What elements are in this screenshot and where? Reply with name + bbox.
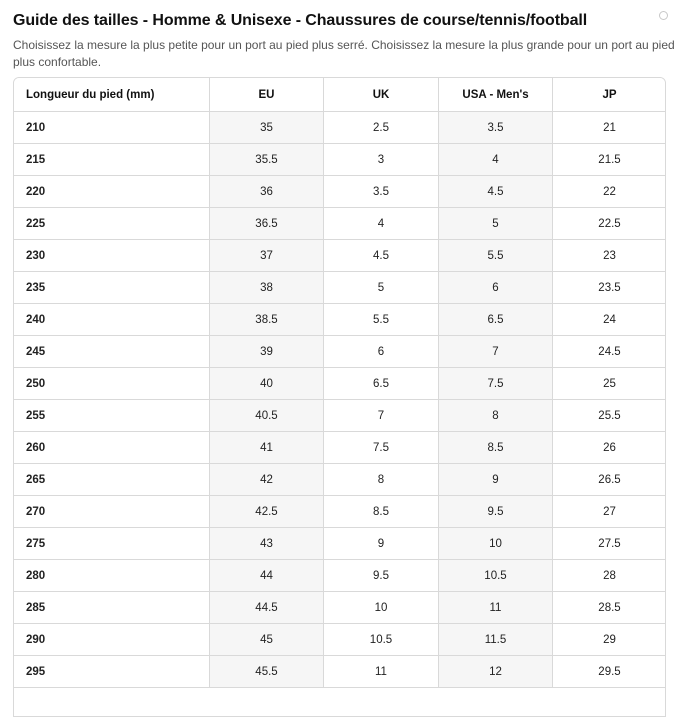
jp-cell: 22.5	[553, 208, 667, 240]
close-icon[interactable]	[659, 11, 668, 20]
usa-cell: 5	[439, 208, 553, 240]
usa-cell: 4.5	[439, 176, 553, 208]
usa-cell: 8	[439, 400, 553, 432]
uk-cell: 11	[324, 656, 439, 688]
eu-cell: 38.5	[210, 304, 324, 336]
header-uk: UK	[324, 78, 439, 112]
eu-cell: 43	[210, 528, 324, 560]
foot-length-cell: 225	[14, 208, 210, 240]
usa-cell: 9.5	[439, 496, 553, 528]
usa-cell: 11.5	[439, 624, 553, 656]
uk-cell: 6	[324, 336, 439, 368]
uk-cell: 10.5	[324, 624, 439, 656]
eu-cell: 45.5	[210, 656, 324, 688]
eu-cell: 35	[210, 112, 324, 144]
foot-length-cell: 260	[14, 432, 210, 464]
header-usa-men: USA - Men's	[439, 78, 553, 112]
table-row	[14, 304, 667, 336]
table-row	[14, 176, 667, 208]
header-jp: JP	[553, 78, 667, 112]
jp-cell: 24	[553, 304, 667, 336]
foot-length-cell: 245	[14, 336, 210, 368]
jp-cell: 28.5	[553, 592, 667, 624]
eu-cell: 39	[210, 336, 324, 368]
foot-length-cell: 220	[14, 176, 210, 208]
table-row	[14, 432, 667, 464]
jp-cell: 26	[553, 432, 667, 464]
table-row	[14, 208, 667, 240]
uk-cell: 5.5	[324, 304, 439, 336]
uk-cell: 2.5	[324, 112, 439, 144]
size-table-container[interactable]	[13, 77, 666, 717]
table-row	[14, 592, 667, 624]
jp-cell: 28	[553, 560, 667, 592]
usa-cell: 11	[439, 592, 553, 624]
table-row	[14, 336, 667, 368]
foot-length-cell: 275	[14, 528, 210, 560]
eu-cell: 40	[210, 368, 324, 400]
usa-cell: 6	[439, 272, 553, 304]
table-row	[14, 240, 667, 272]
uk-cell: 8.5	[324, 496, 439, 528]
usa-cell: 4	[439, 144, 553, 176]
table-row	[14, 528, 667, 560]
usa-cell: 12	[439, 656, 553, 688]
eu-cell: 42	[210, 464, 324, 496]
table-row	[14, 496, 667, 528]
table-row	[14, 464, 667, 496]
table-row	[14, 400, 667, 432]
header-eu: EU	[210, 78, 324, 112]
foot-length-cell: 235	[14, 272, 210, 304]
page-title: Guide des tailles - Homme & Unisexe - Chaussures de course/tennis/football	[13, 12, 588, 29]
uk-cell: 3.5	[324, 176, 439, 208]
page-subtitle: Choisissez la mesure la plus petite pour un port au pied plus serré. Choisissez la mesure la plus grande pour un port au pied plus confortable.	[13, 38, 675, 69]
jp-cell: 29.5	[553, 656, 667, 688]
foot-length-cell: 215	[14, 144, 210, 176]
eu-cell: 37	[210, 240, 324, 272]
table-header-row	[14, 78, 667, 112]
foot-length-cell: 280	[14, 560, 210, 592]
eu-cell: 44	[210, 560, 324, 592]
usa-cell: 7	[439, 336, 553, 368]
jp-cell: 22	[553, 176, 667, 208]
table-row	[14, 624, 667, 656]
jp-cell: 24.5	[553, 336, 667, 368]
foot-length-cell: 285	[14, 592, 210, 624]
table-row	[14, 272, 667, 304]
jp-cell: 29	[553, 624, 667, 656]
eu-cell: 42.5	[210, 496, 324, 528]
uk-cell: 9	[324, 528, 439, 560]
usa-cell: 8.5	[439, 432, 553, 464]
header-foot-length: Longueur du pied (mm)	[14, 78, 210, 112]
uk-cell: 7	[324, 400, 439, 432]
table-row	[14, 112, 667, 144]
table-row	[14, 560, 667, 592]
foot-length-cell: 265	[14, 464, 210, 496]
foot-length-cell: 270	[14, 496, 210, 528]
jp-cell: 23	[553, 240, 667, 272]
uk-cell: 8	[324, 464, 439, 496]
eu-cell: 41	[210, 432, 324, 464]
foot-length-cell: 250	[14, 368, 210, 400]
usa-cell: 9	[439, 464, 553, 496]
jp-cell: 27.5	[553, 528, 667, 560]
foot-length-cell: 295	[14, 656, 210, 688]
size-table	[13, 77, 666, 688]
table-row	[14, 656, 667, 688]
usa-cell: 5.5	[439, 240, 553, 272]
foot-length-cell: 255	[14, 400, 210, 432]
eu-cell: 36	[210, 176, 324, 208]
jp-cell: 21.5	[553, 144, 667, 176]
eu-cell: 45	[210, 624, 324, 656]
foot-length-cell: 210	[14, 112, 210, 144]
jp-cell: 25	[553, 368, 667, 400]
usa-cell: 10.5	[439, 560, 553, 592]
jp-cell: 21	[553, 112, 667, 144]
jp-cell: 26.5	[553, 464, 667, 496]
uk-cell: 3	[324, 144, 439, 176]
jp-cell: 27	[553, 496, 667, 528]
uk-cell: 6.5	[324, 368, 439, 400]
eu-cell: 35.5	[210, 144, 324, 176]
uk-cell: 9.5	[324, 560, 439, 592]
usa-cell: 6.5	[439, 304, 553, 336]
table-row	[14, 368, 667, 400]
foot-length-cell: 240	[14, 304, 210, 336]
jp-cell: 25.5	[553, 400, 667, 432]
uk-cell: 4	[324, 208, 439, 240]
usa-cell: 3.5	[439, 112, 553, 144]
uk-cell: 5	[324, 272, 439, 304]
uk-cell: 10	[324, 592, 439, 624]
foot-length-cell: 290	[14, 624, 210, 656]
foot-length-cell: 230	[14, 240, 210, 272]
table-row	[14, 144, 667, 176]
eu-cell: 44.5	[210, 592, 324, 624]
eu-cell: 38	[210, 272, 324, 304]
eu-cell: 36.5	[210, 208, 324, 240]
uk-cell: 4.5	[324, 240, 439, 272]
usa-cell: 7.5	[439, 368, 553, 400]
eu-cell: 40.5	[210, 400, 324, 432]
uk-cell: 7.5	[324, 432, 439, 464]
jp-cell: 23.5	[553, 272, 667, 304]
usa-cell: 10	[439, 528, 553, 560]
